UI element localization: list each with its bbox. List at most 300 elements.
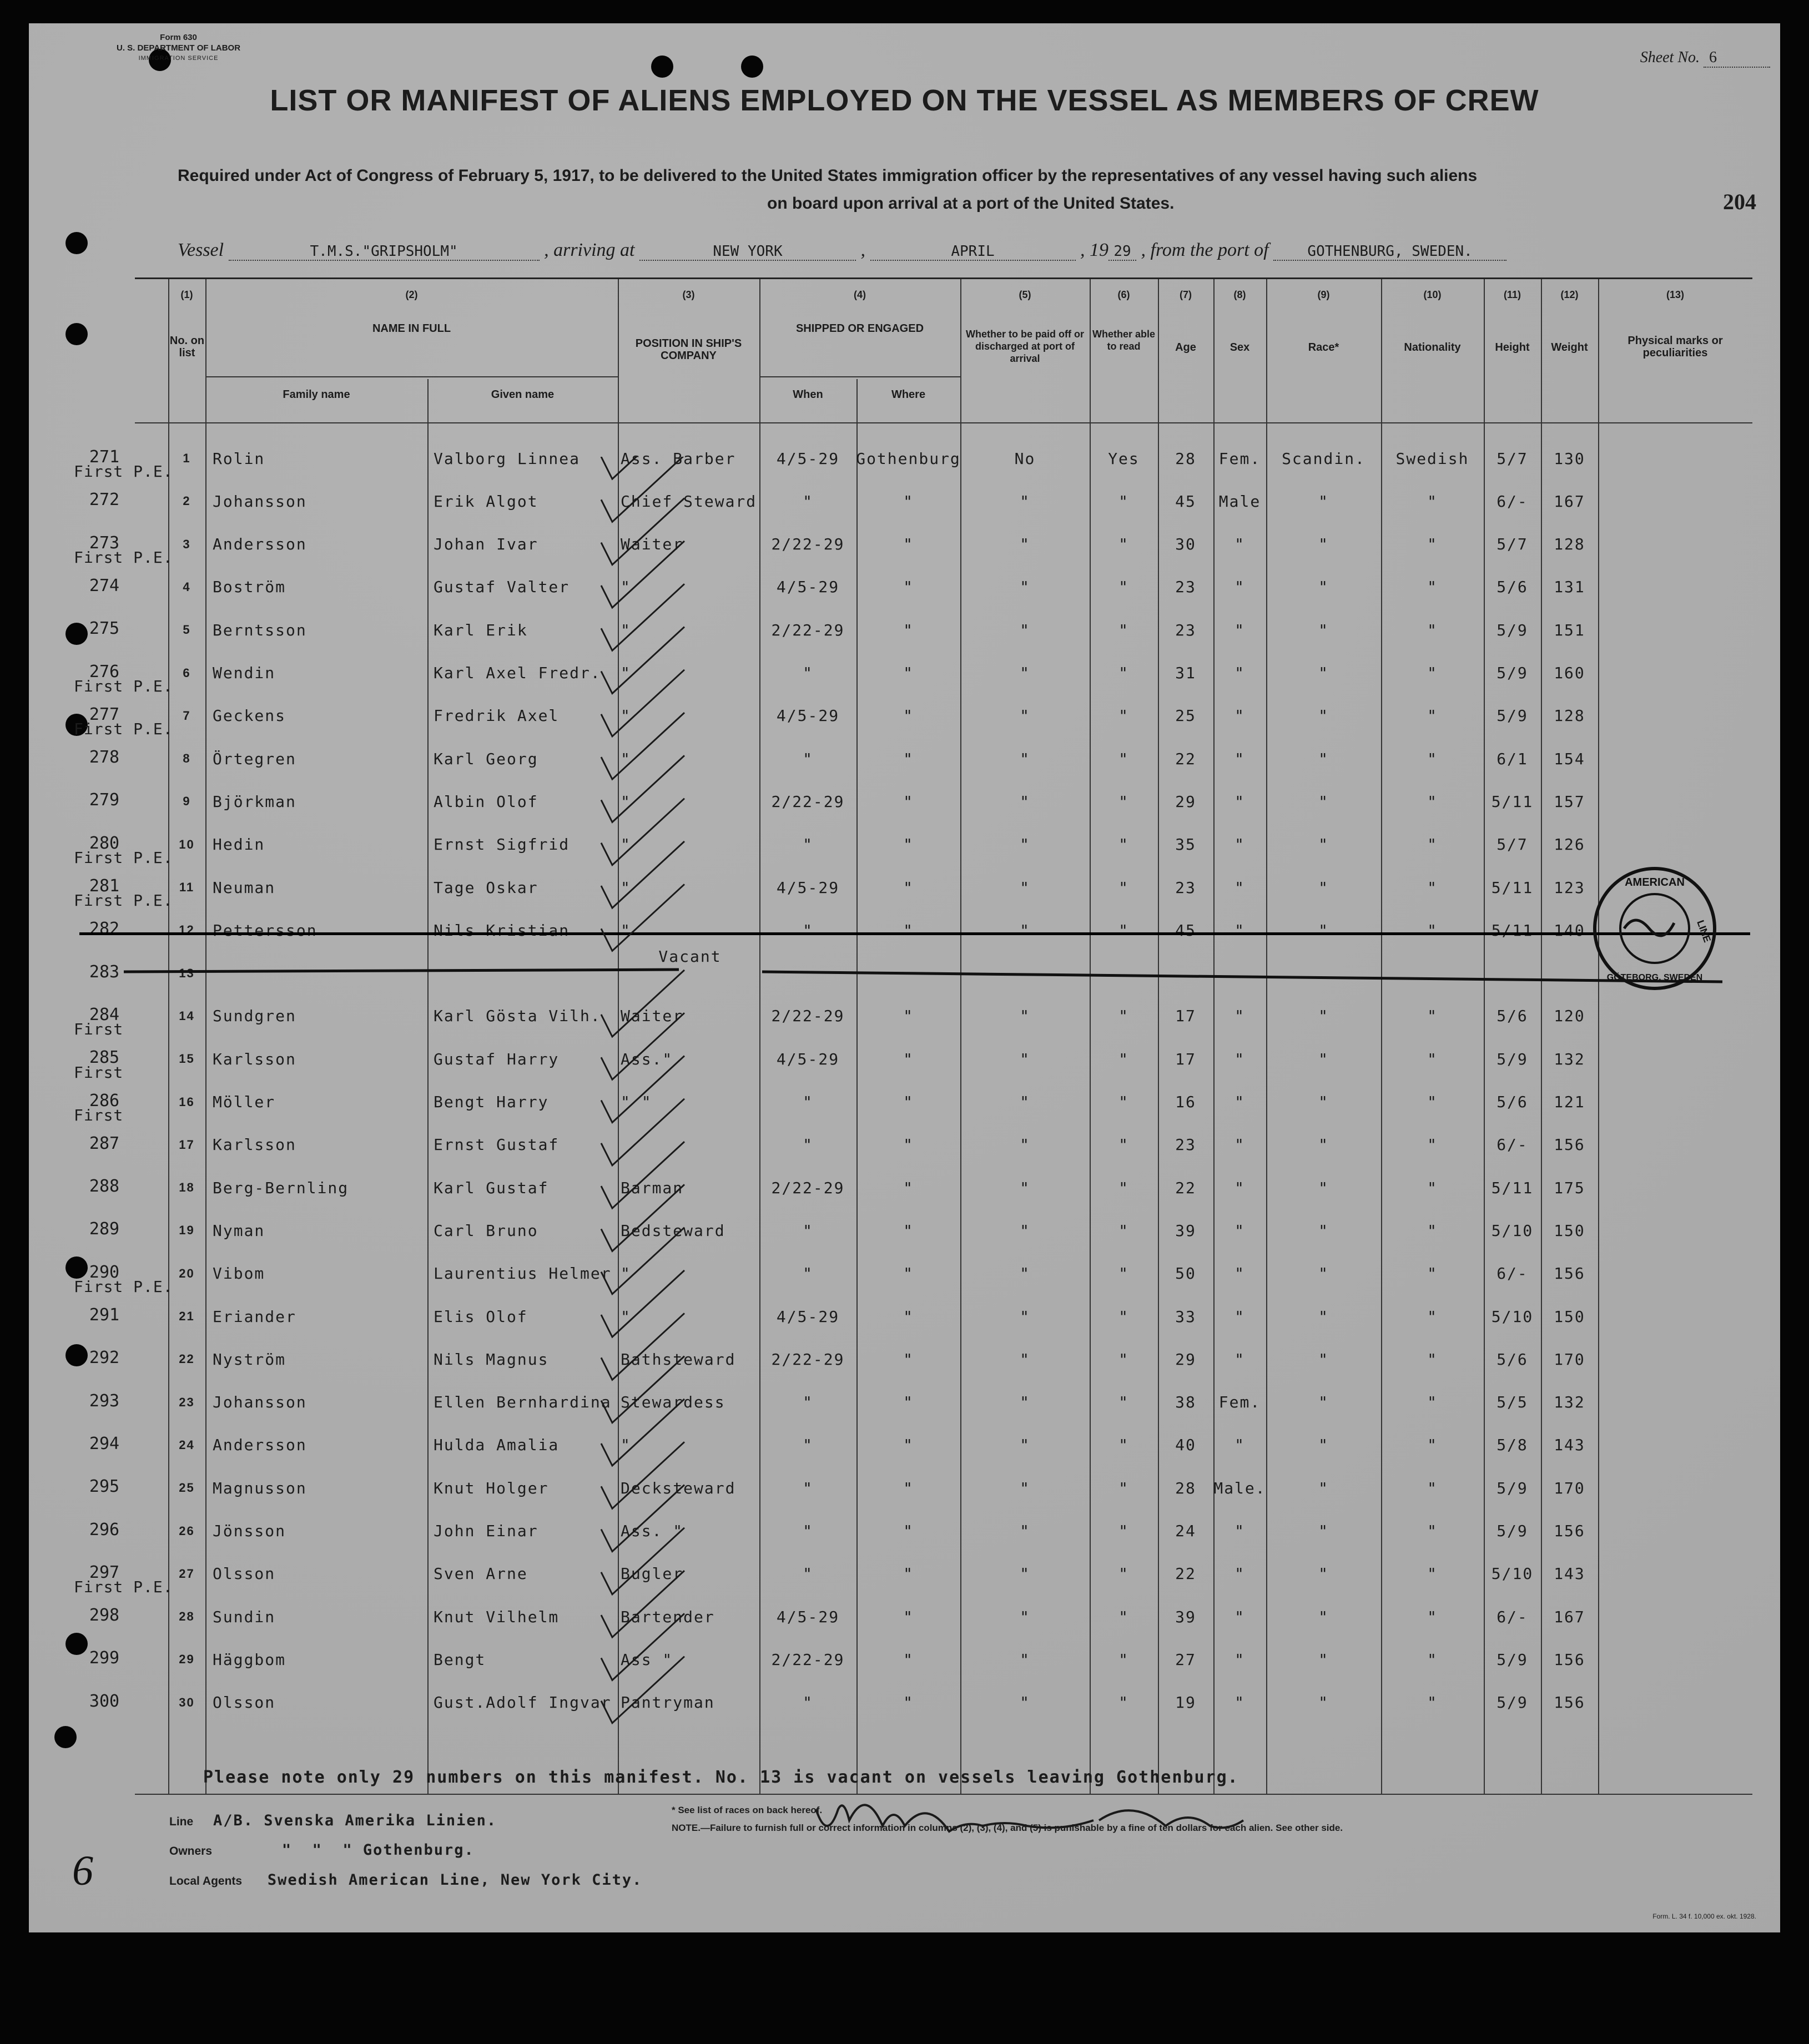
owners-value: " " " Gothenburg. <box>281 1841 475 1859</box>
shipped-where: " <box>903 835 914 854</box>
from-label: , from the port of <box>1141 240 1269 260</box>
sheet-number-field <box>1640 49 1770 68</box>
row-number: 11 <box>179 880 195 894</box>
paid-off: " <box>1020 1650 1030 1669</box>
margin-note: First P.E. <box>74 1278 173 1296</box>
row-number: 23 <box>179 1395 195 1409</box>
age: 16 <box>1175 1093 1196 1111</box>
table-row <box>74 849 1752 910</box>
row-number: 20 <box>179 1266 195 1280</box>
paid-off: " <box>1020 706 1030 725</box>
check-mark <box>601 627 684 694</box>
race: " <box>1318 792 1329 811</box>
requirement-line-1: Required under Act of Congress of February 5, 1917, to be delivered to the United States immigration officer by the representatives of any vessel having such aliens <box>178 166 1478 185</box>
family-name: Nyström <box>213 1350 286 1369</box>
table-row <box>74 462 1752 523</box>
shipped-where: " <box>903 1264 914 1283</box>
header-height: Height <box>1495 341 1530 354</box>
able-to-read: " <box>1118 1350 1129 1369</box>
row-number: 18 <box>179 1180 195 1195</box>
header-name-in-full: NAME IN FULL <box>372 322 451 335</box>
header-given-name: Given name <box>491 388 555 401</box>
position: " <box>621 706 631 725</box>
row-number: 27 <box>179 1566 195 1581</box>
given-name: Gustaf Harry <box>434 1049 560 1068</box>
family-name: Häggbom <box>213 1650 286 1669</box>
check-mark <box>601 670 684 736</box>
shipped-where: " <box>903 1607 914 1626</box>
weight: 170 <box>1554 1350 1585 1369</box>
weight: 130 <box>1554 449 1585 468</box>
age: 23 <box>1175 620 1196 639</box>
strike-through-line <box>79 932 1750 935</box>
weight: 156 <box>1554 1264 1585 1283</box>
ledger-number: 277 <box>89 704 120 724</box>
age: 33 <box>1175 1307 1196 1326</box>
age: 25 <box>1175 706 1196 725</box>
paid-off: " <box>1020 1564 1030 1583</box>
position: Vacant <box>658 947 722 966</box>
shipped-where: " <box>903 1522 914 1540</box>
able-to-read: " <box>1118 1264 1129 1283</box>
weight: 123 <box>1554 878 1585 897</box>
agents-field <box>169 1871 642 1889</box>
given-name: Johan Ivar <box>434 535 538 554</box>
sex: " <box>1234 620 1245 639</box>
header-no-on-list: No. on list <box>169 335 205 359</box>
punch-hole <box>54 1726 77 1748</box>
ledger-number: 273 <box>89 533 120 553</box>
family-name: Karlsson <box>213 1135 296 1154</box>
sex: Male <box>1218 492 1261 511</box>
shipped-when: " <box>803 664 813 682</box>
shipped-when: 4/5-29 <box>776 1049 840 1068</box>
family-name: Sundin <box>213 1607 276 1626</box>
margin-note: First P.E. <box>74 720 173 739</box>
shipped-when: 4/5-29 <box>776 449 840 468</box>
nationality: " <box>1427 1264 1438 1283</box>
given-name: Albin Olof <box>434 792 538 811</box>
nationality: " <box>1427 1522 1438 1540</box>
paid-off: " <box>1020 1522 1030 1540</box>
paid-off: " <box>1020 835 1030 854</box>
row-number: 14 <box>179 1008 195 1023</box>
able-to-read: " <box>1118 1049 1129 1068</box>
row-number: 26 <box>179 1523 195 1538</box>
sex: " <box>1234 878 1245 897</box>
age: 22 <box>1175 1178 1196 1197</box>
nationality: " <box>1427 1693 1438 1712</box>
family-name: Karlsson <box>213 1049 296 1068</box>
family-name: Andersson <box>213 1436 307 1455</box>
department-header <box>117 32 240 64</box>
weight: 156 <box>1554 1650 1585 1669</box>
header-nationality: Nationality <box>1404 341 1461 354</box>
race: " <box>1318 878 1329 897</box>
position: Waiter <box>621 535 684 554</box>
sex: " <box>1234 835 1245 854</box>
given-name: Ernst Sigfrid <box>434 835 570 854</box>
race: " <box>1318 706 1329 725</box>
paid-off: " <box>1020 1350 1030 1369</box>
margin-note: First <box>74 1106 124 1124</box>
check-mark <box>601 1270 684 1337</box>
able-to-read: " <box>1118 578 1129 597</box>
given-name: Karl Erik <box>434 620 528 639</box>
able-to-read: " <box>1118 1522 1129 1540</box>
header-when: When <box>793 388 823 401</box>
height: 5/6 <box>1496 578 1528 597</box>
race: Scandin. <box>1282 449 1365 468</box>
vacant-row-line <box>124 962 1734 984</box>
position: " <box>621 878 631 897</box>
weight: 121 <box>1554 1093 1585 1111</box>
table-row <box>74 677 1752 738</box>
race: " <box>1318 1221 1329 1240</box>
arriving-label: , arriving at <box>544 240 635 260</box>
given-name: Ernst Gustaf <box>434 1135 560 1154</box>
margin-note: First P.E. <box>74 462 173 481</box>
given-name: Fredrik Axel <box>434 706 560 725</box>
height: 5/8 <box>1496 1436 1528 1455</box>
age: 31 <box>1175 664 1196 682</box>
row-number: 12 <box>179 923 195 937</box>
sex: " <box>1234 1135 1245 1154</box>
footnote-penalty: NOTE.—Failure to furnish full or correct information in columns (2), (3), (4), and (5) is punishable by a fine of ten dollars for each alien. See other side. <box>672 1823 1343 1833</box>
weight: 170 <box>1554 1478 1585 1497</box>
height: 5/9 <box>1496 1693 1528 1712</box>
sex: " <box>1234 1307 1245 1326</box>
height: 5/6 <box>1496 1350 1528 1369</box>
header-physical-marks: Physical marks or peculiarities <box>1627 335 1723 359</box>
position: Bathsteward <box>621 1350 736 1369</box>
weight: 120 <box>1554 1007 1585 1026</box>
given-name: Knut Vilhelm <box>434 1607 560 1626</box>
race: " <box>1318 1264 1329 1283</box>
check-mark <box>601 1485 684 1552</box>
shipped-where: " <box>903 1564 914 1583</box>
form-number: Form 630 <box>160 33 197 42</box>
paid-off: " <box>1020 921 1030 940</box>
given-name: Ellen Bernhardina <box>434 1393 612 1412</box>
ledger-number: 281 <box>89 876 120 896</box>
height: 5/9 <box>1496 1522 1528 1540</box>
margin-note: First P.E. <box>74 677 173 695</box>
stamp-text-right: LINE <box>1695 918 1714 944</box>
weight: 143 <box>1554 1436 1585 1455</box>
able-to-read: " <box>1118 749 1129 768</box>
nationality: " <box>1427 749 1438 768</box>
table-row <box>74 1063 1752 1124</box>
race: " <box>1318 921 1329 940</box>
family-name: Boström <box>213 578 286 597</box>
ledger-number: 286 <box>89 1091 120 1111</box>
col-number: (12) <box>1560 289 1579 300</box>
able-to-read: " <box>1118 1693 1129 1712</box>
table-row <box>74 1020 1752 1081</box>
given-name: Hulda Amalia <box>434 1436 560 1455</box>
sex: " <box>1234 1178 1245 1197</box>
paid-off: " <box>1020 1221 1030 1240</box>
sex: " <box>1234 1693 1245 1712</box>
sex: " <box>1234 1607 1245 1626</box>
shipped-when: " <box>803 1522 813 1540</box>
arrival-year: 29 <box>1108 243 1136 261</box>
nationality: " <box>1427 706 1438 725</box>
row-number: 5 <box>183 623 191 637</box>
check-mark <box>601 457 684 522</box>
age: 23 <box>1175 1135 1196 1154</box>
ledger-number: 272 <box>89 490 120 510</box>
shipped-where: " <box>903 1650 914 1669</box>
table-row <box>74 548 1752 609</box>
row-number: 30 <box>179 1695 195 1709</box>
ledger-number: 285 <box>89 1048 120 1068</box>
age: 50 <box>1175 1264 1196 1283</box>
height: 5/10 <box>1491 1564 1534 1583</box>
race: " <box>1318 1478 1329 1497</box>
check-mark <box>601 970 684 1037</box>
family-name: Johansson <box>213 492 307 511</box>
position: " <box>621 578 631 597</box>
col-number: (7) <box>1180 289 1192 300</box>
able-to-read: " <box>1118 1307 1129 1326</box>
line-label: Line <box>169 1815 194 1828</box>
shipped-when: " <box>803 749 813 768</box>
given-name: Nils Kristian <box>434 921 570 940</box>
nationality: " <box>1427 492 1438 511</box>
service-name: IMMIGRATION SERVICE <box>138 55 219 62</box>
ledger-number: 274 <box>89 576 120 595</box>
able-to-read: " <box>1118 878 1129 897</box>
col-number: (2) <box>405 289 418 300</box>
height: 6/- <box>1496 1135 1528 1154</box>
check-mark <box>601 1399 684 1466</box>
height: 6/- <box>1496 492 1528 511</box>
punch-hole <box>65 323 88 345</box>
position: Ass. " <box>621 1522 684 1540</box>
header-sex: Sex <box>1229 341 1250 354</box>
margin-note: First <box>74 1063 124 1082</box>
check-mark <box>601 1356 684 1423</box>
race: " <box>1318 1093 1329 1111</box>
row-number: 9 <box>183 794 191 809</box>
ledger-number: 283 <box>89 962 120 982</box>
paid-off: " <box>1020 1093 1030 1111</box>
row-number: 4 <box>183 579 191 594</box>
sex: " <box>1234 1049 1245 1068</box>
given-name: Karl Gustaf <box>434 1178 549 1197</box>
able-to-read: " <box>1118 792 1129 811</box>
shipped-where: " <box>903 1307 914 1326</box>
nationality: " <box>1427 1350 1438 1369</box>
height: 5/9 <box>1496 1650 1528 1669</box>
ledger-number: 300 <box>89 1691 120 1711</box>
ledger-number: 278 <box>89 748 120 768</box>
paid-off: " <box>1020 1693 1030 1712</box>
margin-note: First <box>74 1020 124 1039</box>
shipped-where: " <box>903 1178 914 1197</box>
paid-off: " <box>1020 1478 1030 1497</box>
age: 24 <box>1175 1522 1196 1540</box>
given-name: Bengt Harry <box>434 1093 549 1111</box>
shipped-where: " <box>903 1093 914 1111</box>
family-name: Örtegren <box>213 749 296 768</box>
nationality: " <box>1427 664 1438 682</box>
age: 45 <box>1175 921 1196 940</box>
position: Ass." <box>621 1049 673 1068</box>
col-number: (1) <box>180 289 193 300</box>
shipped-when: " <box>803 1478 813 1497</box>
paid-off: " <box>1020 492 1030 511</box>
able-to-read: " <box>1118 835 1129 854</box>
given-name: Bengt <box>434 1650 486 1669</box>
age: 29 <box>1175 1350 1196 1369</box>
position: Barman <box>621 1178 684 1197</box>
nationality: Swedish <box>1395 449 1469 468</box>
shipped-where: " <box>903 792 914 811</box>
shipped-where: " <box>903 620 914 639</box>
ledger-number: 291 <box>89 1305 120 1325</box>
company-stamp <box>1591 865 1719 992</box>
ledger-number: 282 <box>89 919 120 939</box>
shipped-where: " <box>903 1693 914 1712</box>
age: 28 <box>1175 1478 1196 1497</box>
family-name: Nyman <box>213 1221 265 1240</box>
shipped-where: " <box>903 878 914 897</box>
family-name: Björkman <box>213 792 296 811</box>
header-position: POSITION IN SHIP'S COMPANY <box>635 337 742 362</box>
row-number: 21 <box>179 1309 195 1323</box>
year-prefix: , 19 <box>1080 240 1108 260</box>
age: 30 <box>1175 535 1196 554</box>
ledger-number: 275 <box>89 619 120 639</box>
able-to-read: " <box>1118 1221 1129 1240</box>
stamp-text-top: AMERICAN <box>1625 876 1685 889</box>
header-weight: Weight <box>1551 341 1588 354</box>
agents-value: Swedish American Line, New York City. <box>267 1871 643 1889</box>
height: 5/11 <box>1491 921 1534 940</box>
row-number: 7 <box>183 708 191 723</box>
requirement-line-2: on board upon arrival at a port of the United States. <box>767 194 1175 213</box>
family-name: Wendin <box>213 664 276 682</box>
nationality: " <box>1427 1436 1438 1455</box>
margin-note: First P.E. <box>74 1578 173 1597</box>
col-number: (6) <box>1117 289 1130 300</box>
punch-hole <box>65 232 88 254</box>
paid-off: " <box>1020 1007 1030 1026</box>
family-name: Hedin <box>213 835 265 854</box>
row-number: 3 <box>183 537 191 551</box>
check-mark <box>601 584 684 650</box>
position: Decksteward <box>621 1478 736 1497</box>
weight: 132 <box>1554 1393 1585 1412</box>
height: 5/7 <box>1496 835 1528 854</box>
ledger-number: 292 <box>89 1348 120 1368</box>
weight: 167 <box>1554 1607 1585 1626</box>
race: " <box>1318 1564 1329 1583</box>
able-to-read: " <box>1118 706 1129 725</box>
race: " <box>1318 1522 1329 1540</box>
department-name: U. S. DEPARTMENT OF LABOR <box>117 43 241 53</box>
table-row <box>89 1680 1752 1725</box>
given-name: Valborg Linnea <box>434 449 581 468</box>
family-name: Olsson <box>213 1564 276 1583</box>
sex: " <box>1234 1221 1245 1240</box>
sheet-stamp-number: 204 <box>1723 189 1756 214</box>
ledger-number: 284 <box>89 1005 120 1024</box>
shipped-where: " <box>903 1221 914 1240</box>
shipped-when: " <box>803 1393 813 1412</box>
position: " <box>621 1436 631 1455</box>
ledger-number: 294 <box>89 1434 120 1453</box>
able-to-read: " <box>1118 1650 1129 1669</box>
check-mark <box>601 1313 684 1380</box>
shipped-when: " <box>803 492 813 511</box>
position: Bartender <box>621 1607 715 1626</box>
check-mark <box>601 1099 684 1165</box>
shipped-when: 4/5-29 <box>776 578 840 597</box>
header-where: Where <box>891 388 926 401</box>
age: 40 <box>1175 1436 1196 1455</box>
able-to-read: " <box>1118 1436 1129 1455</box>
nationality: " <box>1427 1007 1438 1026</box>
crew-table <box>74 277 1752 1794</box>
race: " <box>1318 492 1329 511</box>
age: 19 <box>1175 1693 1196 1712</box>
footnotes <box>672 1801 1343 1837</box>
position: " <box>621 664 631 682</box>
sex: " <box>1234 1564 1245 1583</box>
check-mark <box>601 1184 684 1251</box>
shipped-where: " <box>903 492 914 511</box>
check-mark <box>601 498 684 565</box>
race: " <box>1318 1049 1329 1068</box>
family-name: Neuman <box>213 878 276 897</box>
table-row <box>74 1578 1752 1639</box>
ledger-number: 293 <box>89 1391 120 1411</box>
weight: 154 <box>1554 749 1585 768</box>
check-mark <box>601 713 684 779</box>
given-name: John Einar <box>434 1522 538 1540</box>
row-number: 10 <box>179 837 195 851</box>
row-number: 29 <box>179 1652 195 1667</box>
position: " <box>621 749 631 768</box>
shipped-when: 4/5-29 <box>776 878 840 897</box>
position: Bedsteward <box>621 1221 725 1240</box>
able-to-read: " <box>1118 921 1129 940</box>
given-name: Gustaf Valter <box>434 578 570 597</box>
position: " <box>621 1264 631 1283</box>
table-row <box>89 1466 1752 1510</box>
header-age: Age <box>1175 341 1196 354</box>
check-mark <box>601 841 684 908</box>
family-name: Andersson <box>213 535 307 554</box>
weight: 131 <box>1554 578 1585 597</box>
col-number: (9) <box>1317 289 1330 300</box>
sex: Fem. <box>1218 449 1261 468</box>
row-number: 24 <box>179 1437 195 1452</box>
row-number: 6 <box>183 665 191 680</box>
race: " <box>1318 749 1329 768</box>
table-row <box>89 1337 1752 1381</box>
requirement-text <box>178 162 1477 218</box>
row-number: 13 <box>179 966 195 980</box>
line-value: A/B. Svenska Amerika Linien. <box>213 1812 497 1829</box>
position: " " <box>621 1093 652 1111</box>
able-to-read: " <box>1118 620 1129 639</box>
col-number: (4) <box>854 289 866 300</box>
